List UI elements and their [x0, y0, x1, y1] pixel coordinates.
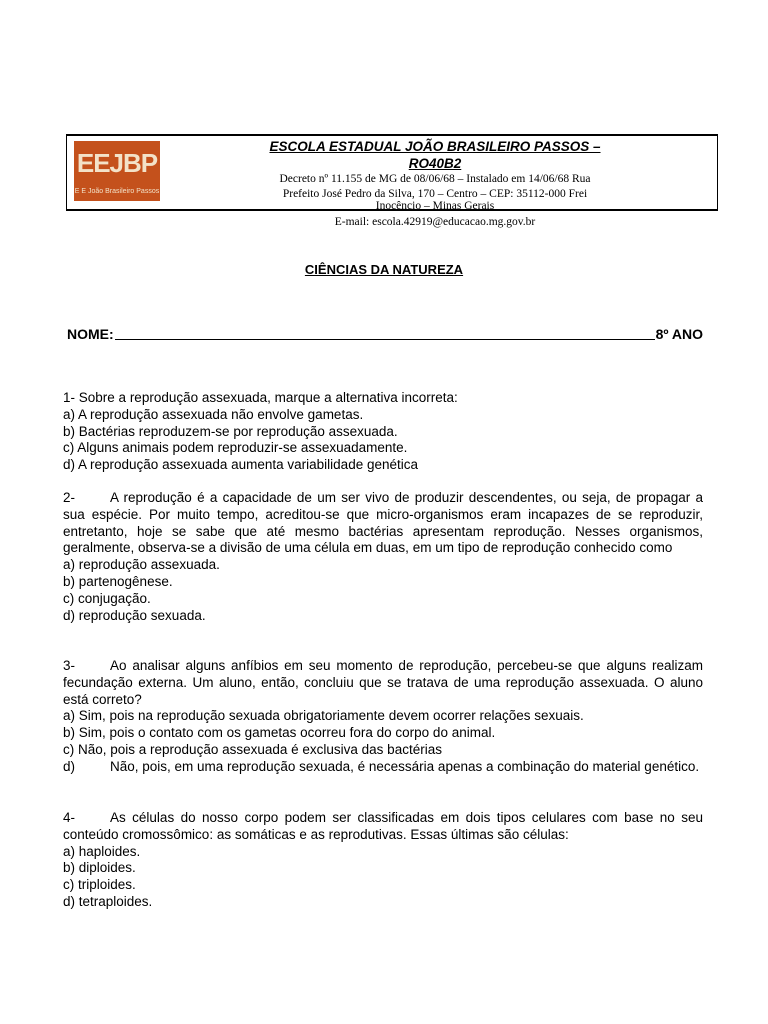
- question-text: Sobre a reprodução assexuada, marque a alternativa incorreta:: [78, 390, 458, 405]
- school-email: E-mail: escola.42919@educacao.mg.gov.br: [334, 216, 536, 228]
- option-d: d) reprodução sexuada.: [63, 607, 206, 623]
- decree-line2: Prefeito José Pedro da Silva, 170 – Centro – CEP: 35112-000 Frei: [282, 188, 588, 200]
- option-d-letter: d): [63, 758, 76, 774]
- question-stem: [63, 490, 703, 557]
- option-d: d) A reprodução assexuada aumenta variabilidade genética: [63, 457, 418, 473]
- question-text: Ao analisar alguns anfíbios em seu momento de reprodução, percebeu-se que alguns realizam fecundação externa. Um aluno, então, concluiu que se tratava de uma reprodução assexuada. O aluno está correto?: [63, 658, 703, 707]
- subject-title: CIÊNCIAS DA NATUREZA: [304, 262, 464, 277]
- name-field[interactable]: [115, 325, 655, 340]
- option-d-text: Não, pois, em uma reprodução sexuada, é necessária apenas a combinação do material genético.: [110, 758, 700, 774]
- option-c: c) triploides.: [63, 877, 136, 893]
- question-number: 3-: [63, 658, 76, 673]
- grade-label: 8º ANO: [655, 326, 703, 342]
- school-name-line1: ESCOLA ESTADUAL JOÃO BRASILEIRO PASSOS –: [269, 139, 601, 154]
- option-d: d) tetraploides.: [63, 893, 153, 909]
- school-logo: [74, 141, 160, 201]
- option-a: a) Sim, pois na reprodução sexuada obrigatoriamente devem ocorrer relações sexuais.: [63, 708, 584, 724]
- option-c: c) Não, pois a reprodução assexuada é exclusiva das bactérias: [63, 741, 442, 757]
- question-text: A reprodução é a capacidade de um ser vivo de produzir descendentes, ou seja, de propagar a sua espécie. Por muito tempo, acreditou-se que micro-organismos eram incapazes de se reproduzir, entretanto, hoje se sabe que até mesmo bactérias apresentam reprodução. Nesses organismos, geralmente, observa-se a divisão de uma célula em duas, em um tipo de reprodução conhecido como: [63, 490, 703, 556]
- option-b: b) diploides.: [63, 860, 136, 876]
- option-a: a) A reprodução assexuada não envolve gametas.: [63, 406, 364, 422]
- option-d: [63, 759, 703, 776]
- option-b: b) Sim, pois o contato com os gametas ocorreu fora do corpo do animal.: [63, 725, 496, 741]
- question-text: As células do nosso corpo podem ser classificadas em dois tipos celulares com base no seu conteúdo cromossômico: as somáticas e as reprodutivas. Essas últimas são células:: [63, 810, 703, 842]
- option-a: a) haploides.: [63, 843, 141, 859]
- school-decree: [200, 172, 670, 202]
- option-a: a) reprodução assexuada.: [63, 557, 220, 573]
- logo-text: EEJBP: [76, 148, 158, 178]
- option-b: b) Bactérias reproduzem-se por reprodução assexuada.: [63, 423, 398, 439]
- option-c: c) conjugação.: [63, 590, 151, 606]
- decree-line1: Decreto nº 11.155 de MG de 08/06/68 – Instalado em 14/06/68 Rua: [279, 173, 591, 185]
- logo-caption: E E João Brasileiro Passos: [74, 188, 160, 195]
- question-1: [63, 390, 703, 474]
- question-4: [63, 810, 703, 911]
- name-line: [67, 325, 703, 343]
- option-c: c) Alguns animais podem reproduzir-se assexuadamente.: [63, 440, 408, 456]
- question-stem: [63, 390, 703, 407]
- question-number: 1-: [63, 390, 76, 405]
- question-2: [63, 490, 703, 624]
- question-number: 2-: [63, 490, 76, 505]
- question-stem: [63, 658, 703, 708]
- name-label: NOME:: [67, 326, 114, 342]
- question-number: 4-: [63, 810, 76, 825]
- school-name: [180, 138, 690, 172]
- question-stem: [63, 810, 703, 844]
- decree-line3: Inocêncio – Minas Gerais: [375, 200, 495, 210]
- question-3: [63, 658, 703, 776]
- option-b: b) partenogênese.: [63, 573, 173, 589]
- school-name-line2: RO40B2: [408, 156, 462, 171]
